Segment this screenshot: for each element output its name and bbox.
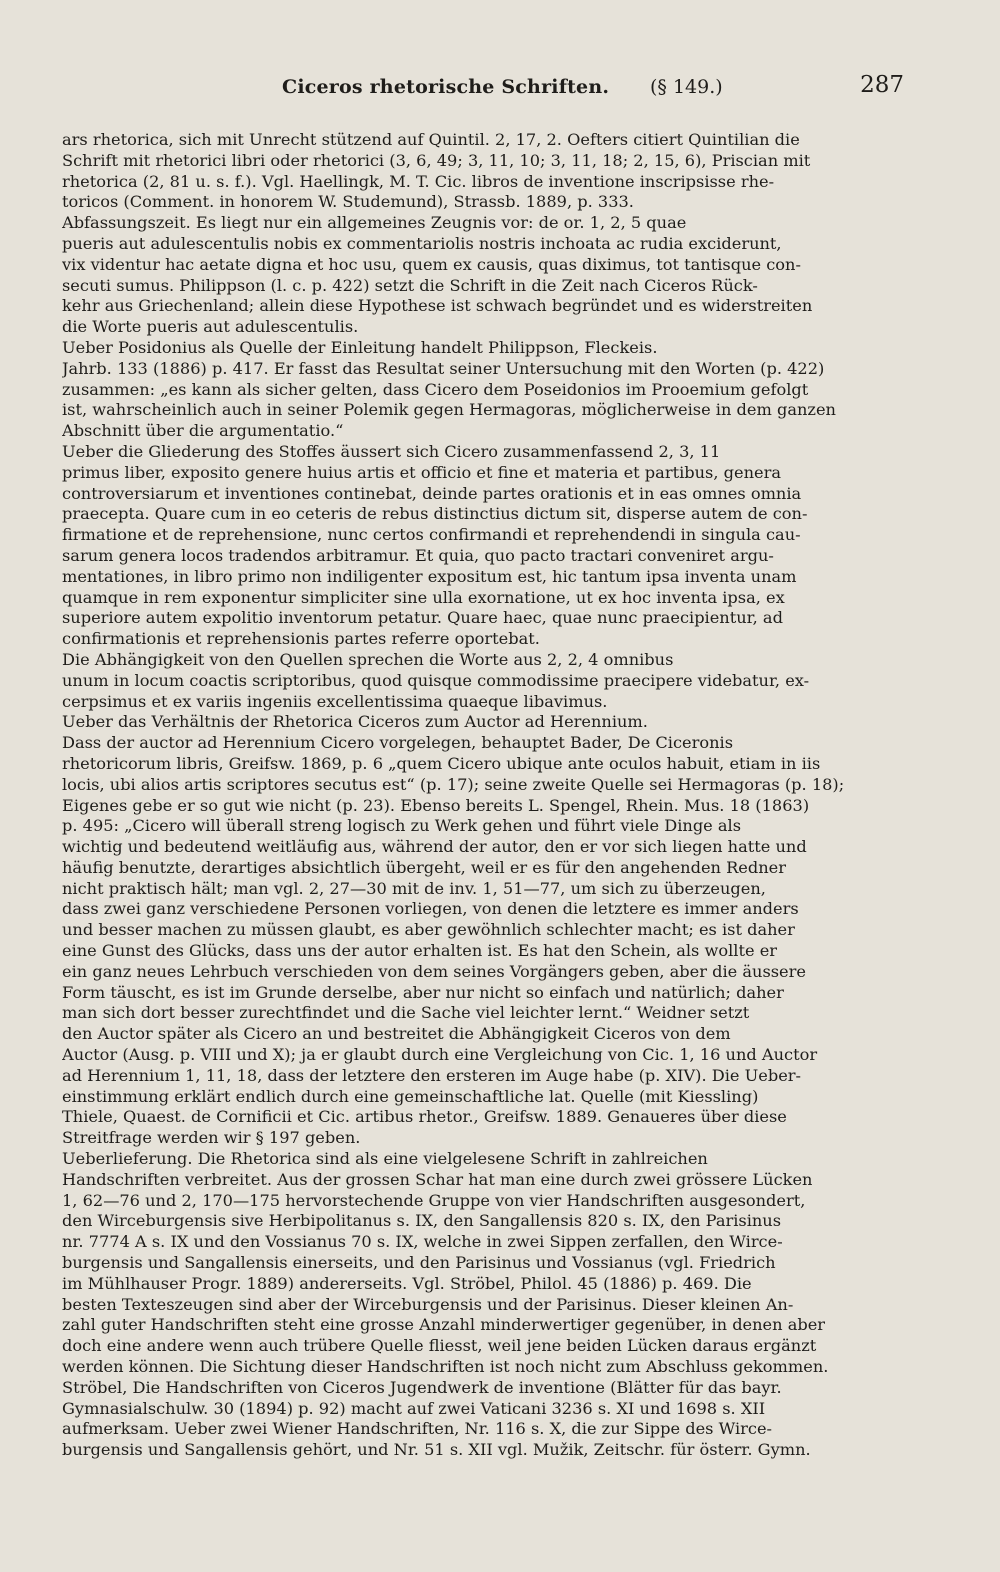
text-line: vix videntur hac aetate digna et hoc usu, quem ex causis, quas diximus, tot tantisque con- [62,254,801,274]
text-line: ist, wahrscheinlich auch in seiner Polemik gegen Hermagoras, möglicherweise in dem ganzen [62,400,836,420]
text-line: doch eine andere wenn auch trübere Quelle fliesst, weil jene beiden Lücken daraus ergänzt [62,1336,817,1356]
text-line: superiore autem expolitio inventorum petatur. Quare haec, quae nunc praecipientur, ad [62,608,783,628]
text-line: den Wirceburgensis sive Herbipolitanus s. IX, den Sangallensis 820 s. IX, den Parisinus [62,1211,782,1231]
text-line: locis, ubi alios artis scriptores secutus est“ (p. 17); seine zweite Quelle sei Hermagoras (p. 18); [62,774,845,794]
text-line: controversiarum et inventiones continebat, deinde partes orationis et in eas omnes omnia [62,483,802,503]
text-line: Ueber die Gliederung des Stoffes äussert sich Cicero zusammenfassend 2, 3, 11 [62,441,721,461]
text-line: pueris aut adulescentulis nobis ex commentariolis nostris inchoata ac rudia exciderunt, [62,233,782,253]
text-line: confirmationis et reprehensionis partes referre oportebat. [62,629,540,649]
text-line: ad Herennium 1, 11, 18, dass der letztere den ersteren im Auge habe (p. XIV). Die Ueber- [62,1065,802,1085]
text-line: burgensis und Sangallensis gehört, und Nr. 51 s. XII vgl. Mužik, Zeitschr. für österr. Gymn. [62,1440,811,1460]
text-line: sarum genera locos tradendos arbitramur. Et quia, quo pacto tractari conveniret argu- [62,545,774,565]
text-line: wichtig und bedeutend weitläufig aus, während der autor, den er vor sich liegen hatte und [62,837,807,857]
text-line: Abschnitt über die argumentatio.“ [62,421,344,441]
text-line: Form täuscht, es ist im Grunde derselbe, aber nur nicht so einfach und natürlich; daher [62,982,784,1002]
text-line: besten Texteszeugen sind aber der Wirceburgensis und der Parisinus. Dieser kleinen An- [62,1294,794,1314]
text-line: werden können. Die Sichtung dieser Handschriften ist noch nicht zum Abschluss gekommen. [62,1357,829,1377]
text-line: ein ganz neues Lehrbuch verschieden von dem seines Vorgängers geben, aber die äussere [62,961,806,981]
text-line: rhetorica (2, 81 u. s. f.). Vgl. Haellingk, M. T. Cic. libros de inventione inscripsisse rhe- [62,171,775,191]
text-line: Ueber das Verhältnis der Rhetorica Ciceros zum Auctor ad Herennium. [62,712,648,732]
section-reference: (§ 149.) [650,76,723,98]
text-line: dass zwei ganz verschiedene Personen vorliegen, von denen die letztere es immer anders [62,899,799,919]
text-line: Streitfrage werden wir § 197 geben. [62,1128,361,1148]
text-line: Ueberlieferung. Die Rhetorica sind als eine vielgelesene Schrift in zahlreichen [62,1149,708,1169]
text-line: Ueber Posidonius als Quelle der Einleitung handelt Philippson, Fleckeis. [62,337,658,357]
text-line: kehr aus Griechenland; allein diese Hypothese ist schwach begründet und es widerstreiten [62,296,813,316]
text-line: aufmerksam. Ueber zwei Wiener Handschriften, Nr. 116 s. X, die zur Sippe des Wirce- [62,1419,773,1439]
text-line: Dass der auctor ad Herennium Cicero vorgelegen, behauptet Bader, De Ciceronis [62,733,734,753]
text-line: cerpsimus et ex variis ingeniis excellentissima quaeque libavimus. [62,691,608,711]
text-line: Thiele, Quaest. de Cornificii et Cic. artibus rhetor., Greifsw. 1889. Genaueres über diese [62,1107,787,1127]
text-line: praecepta. Quare cum in eo ceteris de rebus distinctius dictum sit, disperse autem de con- [62,504,808,524]
text-line: zusammen: „es kann als sicher gelten, dass Cicero dem Poseidonios im Prooemium gefolgt [62,379,809,399]
text-line: 1, 62—76 und 2, 170—175 hervorstechende Gruppe von vier Handschriften ausgesondert, [62,1190,806,1210]
text-line: toricos (Comment. in honorem W. Studemund), Strassb. 1889, p. 333. [62,192,634,212]
text-line: nicht praktisch hält; man vgl. 2, 27—30 mit de inv. 1, 51—77, um sich zu überzeugen, [62,878,766,898]
text-line: im Mühlhauser Progr. 1889) andererseits. Vgl. Ströbel, Philol. 45 (1886) p. 469. Die [62,1273,752,1293]
text-line: Die Abhängigkeit von den Quellen sprechen die Worte aus 2, 2, 4 omnibus [62,649,674,669]
text-line: häufig benutzte, derartiges absichtlich übergeht, weil er es für den angehenden Redner [62,857,786,877]
text-line: quamque in rem exponentur simpliciter sine ulla exornatione, ut ex hoc inventa ipsa, ex [62,587,785,607]
text-line: Schrift mit rhetorici libri oder rhetorici (3, 6, 49; 3, 11, 10; 3, 11, 18; 2, 15, 6), Priscian mit [62,150,811,170]
text-line: eine Gunst des Glücks, dass uns der autor erhalten ist. Es hat den Schein, als wollte er [62,941,778,961]
text-line: zahl guter Handschriften steht eine grosse Anzahl minderwertiger gegenüber, in denen aber [62,1315,826,1335]
text-line: burgensis und Sangallensis einerseits, und den Parisinus und Vossianus (vgl. Friedrich [62,1253,776,1273]
text-line: rhetoricorum libris, Greifsw. 1869, p. 6 „quem Cicero ubique ante oculos habuit, etiam in iis [62,753,821,773]
text-line: den Auctor später als Cicero an und bestreitet die Abhängigkeit Ciceros von dem [62,1024,731,1044]
text-line: unum in locum coactis scriptoribus, quod quisque commodissime praecipere videbatur, ex- [62,670,810,690]
text-line: ars rhetorica, sich mit Unrecht stützend auf Quintil. 2, 17, 2. Oefters citiert Quintilian die [62,130,800,149]
text-line: p. 495: „Cicero will überall streng logisch zu Werk gehen und führt viele Dinge als [62,816,742,836]
text-line: man sich dort besser zurechtfindet und die Sache viel leichter lernt.“ Weidner setzt [62,1003,750,1023]
text-line: einstimmung erklärt endlich durch eine gemeinschaftliche lat. Quelle (mit Kiessling) [62,1086,759,1106]
text-line: nr. 7774 A s. IX und den Vossianus 70 s. IX, welche in zwei Sippen zerfallen, den Wirce- [62,1232,783,1252]
page-number: 287 [860,72,904,98]
text-line: secuti sumus. Philippson (l. c. p. 422) setzt die Schrift in die Zeit nach Ciceros Rück- [62,275,758,295]
running-title: Ciceros rhetorische Schriften. [282,76,610,98]
text-line: Jahrb. 133 (1886) p. 417. Er fasst das Resultat seiner Untersuchung mit den Worten (p. 422) [62,358,825,378]
body-text [62,130,904,1461]
text-line: mentationes, in libro primo non indiligenter expositum est, hic tantum ipsa inventa unam [62,566,797,586]
text-line: und besser machen zu müssen glaubt, es aber gewöhnlich schlechter macht; es ist daher [62,920,795,940]
text-line: Abfassungszeit. Es liegt nur ein allgemeines Zeugnis vor: de or. 1, 2, 5 quae [62,213,687,233]
text-line: Gymnasialschulw. 30 (1894) p. 92) macht auf zwei Vaticani 3236 s. XI und 1698 s. XII [62,1398,766,1418]
text-line: die Worte pueris aut adulescentulis. [62,317,359,337]
running-header [62,70,904,110]
text-line: firmatione et de reprehensione, nunc certos confirmandi et reprehendendi in singula cau- [62,525,801,545]
text-line: Ströbel, Die Handschriften von Ciceros Jugendwerk de inventione (Blätter für das bayr. [62,1377,782,1397]
text-line: primus liber, exposito genere huius artis et officio et fine et materia et partibus, genera [62,462,781,482]
text-line: Auctor (Ausg. p. VIII und X); ja er glaubt durch eine Vergleichung von Cic. 1, 16 und Auctor [62,1045,818,1065]
text-line: Handschriften verbreitet. Aus der grossen Schar hat man eine durch zwei grössere Lücken [62,1169,813,1189]
text-line: Eigenes gebe er so gut wie nicht (p. 23). Ebenso bereits L. Spengel, Rhein. Mus. 18 (1863) [62,795,810,815]
